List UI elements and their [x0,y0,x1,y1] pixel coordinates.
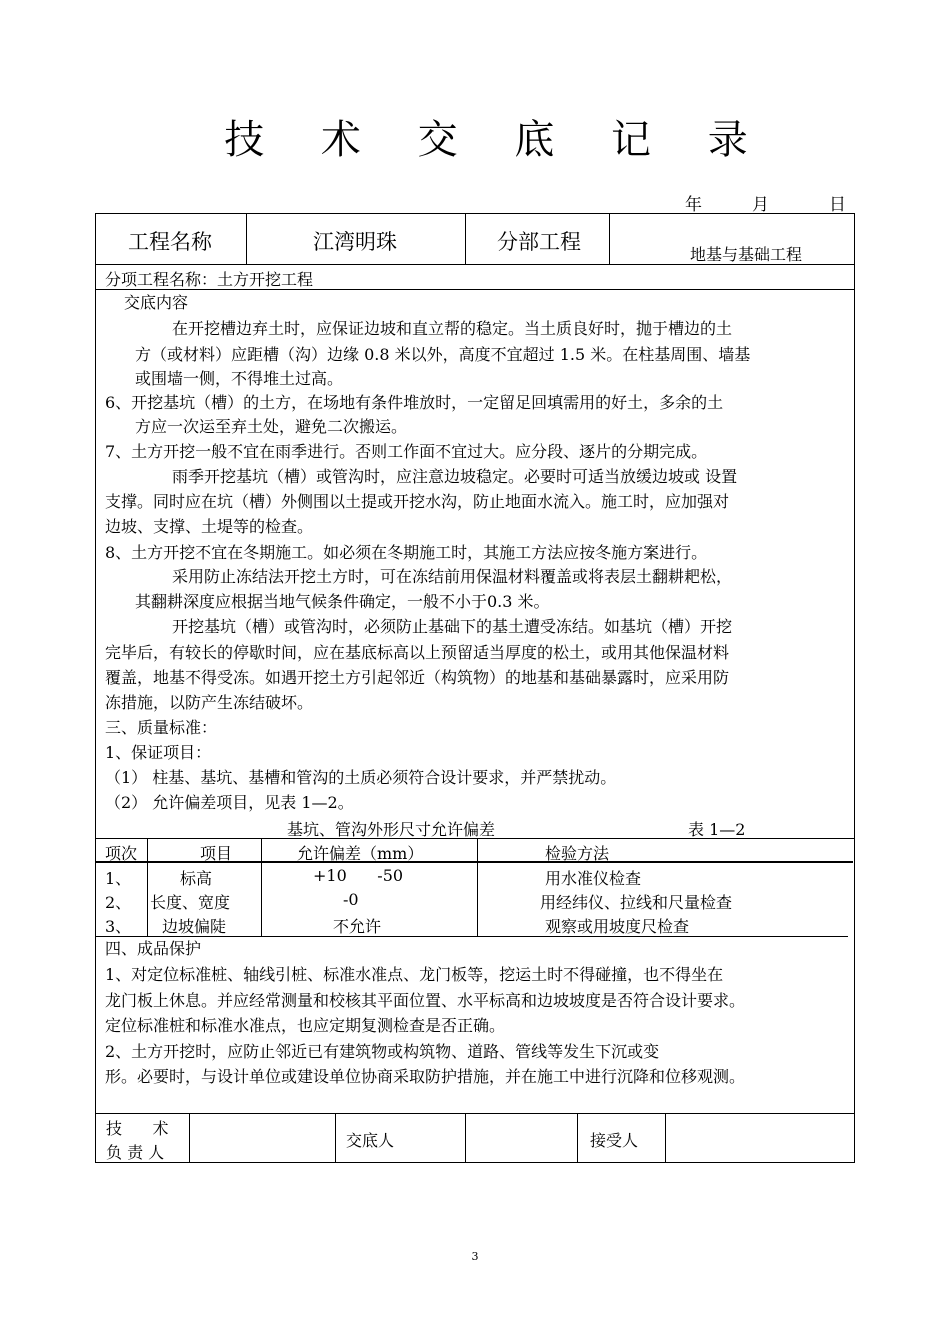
table-cell: +10 -50 [313,866,404,885]
paragraph-line: 6、开挖基坑（槽）的土方，在场地有条件堆放时，一定留足回填需用的好土，多余的土 [105,393,724,412]
table-cell: 3、 [105,917,132,936]
table-cell: 标高 [180,869,213,888]
table-col-line [261,838,262,936]
divider-line [609,213,610,264]
paragraph-line: 或围墙一侧，不得堆土过高。 [135,369,344,388]
page-title: 技 术 交 底 记 录 [224,117,770,163]
project-name-value: 江湾明珠 [313,230,397,254]
table-cell: 不允许 [333,917,382,936]
project-name-label: 工程名称 [128,230,212,254]
paragraph-line: 冻措施，以防产生冻结破坏。 [105,693,314,712]
division-label: 分部工程 [497,230,581,254]
tech-lead-label-line1: 技 术 [106,1119,169,1138]
table-col-line [147,838,148,936]
table-top-line [95,838,855,839]
tech-lead-label-line2: 负 责 人 [106,1143,165,1162]
paragraph-line: 其翻耕深度应根据当地气候条件确定，一般不小于0.3 米。 [135,592,550,611]
table-cell: 用水准仪检查 [545,869,642,888]
paragraph-line: 完毕后，有较长的停歇时间，应在基底标高以上预留适当厚度的松土，或用其他保温材料 [105,643,730,662]
paragraph-line: 开挖基坑（槽）或管沟时，必须防止基础下的基土遭受冻结。如基坑（槽）开挖 [172,617,733,636]
paragraph-line: 龙门板上休息。并应经常测量和校核其平面位置、水平标高和边坡坡度是否符合设计要求。 [105,991,746,1010]
date-year-label: 年 [685,195,702,215]
paragraph-line: 7、土方开挖一般不宜在雨季进行。否则工作面不宜过大。应分段、逐片的分期完成。 [105,442,708,461]
table-col-line [477,838,478,936]
table-header-item: 项目 [200,844,233,863]
paragraph-line: 8、土方开挖不宜在冬期施工。如必须在冬期施工时，其施工方法应按冬施方案进行。 [105,543,708,562]
table-cell: 长度、宽度 [150,893,231,912]
table-cell: 观察或用坡度尺检查 [545,917,690,936]
paragraph-line: 1、保证项目： [105,743,212,762]
signature-col-line [465,1113,466,1163]
paragraph-line: 雨季开挖基坑（槽）或管沟时，应注意边坡稳定。必要时可适当放缓边坡或 设置 [172,467,738,486]
date-month-label: 月 [752,195,769,215]
paragraph-line: 定位标准桩和标准水准点，也应定期复测检查是否正确。 [105,1016,506,1035]
handover-person-label: 交底人 [346,1131,395,1150]
table-cell: 边坡偏陡 [162,917,227,936]
receiver-label: 接受人 [590,1131,639,1150]
divider-line [465,213,466,264]
paragraph-line: 采用防止冻结法开挖土方时，可在冻结前用保温材料覆盖或将表层土翻耕耙松， [172,567,733,586]
divider-line [246,213,247,264]
section-heading: 四、成品保护 [105,939,202,958]
table-cell: 用经纬仪、拉线和尺量检查 [540,893,733,912]
content-label: 交底内容 [124,293,189,312]
paragraph-line: （1） 柱基、基坑、基槽和管沟的土质必须符合设计要求，并严禁扰动。 [105,768,617,787]
paragraph-line: 形。必要时，与设计单位或建设单位协商采取防护措施，并在施工中进行沉降和位移观测。 [105,1067,746,1086]
date-day-label: 日 [829,195,846,215]
table-cell: 2、 [105,893,132,912]
paragraph-line: 支撑。同时应在坑（槽）外侧围以土提或开挖水沟，防止地面水流入。施工时，应加强对 [105,492,730,511]
paragraph-line: 覆盖，地基不得受冻。如遇开挖土方引起邻近（构筑物）的地基和基础暴露时，应采用防 [105,668,730,687]
page-number: 3 [471,1250,479,1263]
paragraph-line: 1、对定位标准桩、轴线引桩、标准水准点、龙门板等，挖运土时不得碰撞，也不得坐在 [105,965,724,984]
subitem-name: 分项工程名称：土方开挖工程 [105,270,314,289]
signature-col-line [335,1113,336,1163]
paragraph-line: （2） 允许偏差项目，见表 1—2。 [105,793,354,812]
table-header-index: 项次 [105,844,138,863]
signature-col-line [189,1113,190,1163]
table-header-method: 检验方法 [545,844,610,863]
table-cell: 1、 [105,869,132,888]
paragraph-line: 在开挖槽边弃土时，应保证边坡和直立帮的稳定。当土质良好时，抛于槽边的土 [172,319,733,338]
table-header-tolerance: 允许偏差（mm） [297,844,424,863]
paragraph-line: 边坡、支撑、土堤等的检查。 [105,517,314,536]
table-cell: -0 [343,890,359,909]
paragraph-line: 方应一次运至弃土处，避免二次搬运。 [135,417,408,436]
signature-col-line [665,1113,666,1163]
paragraph-line: 方（或材料）应距槽（沟）边缘 0.8 米以外，高度不宜超过 1.5 米。在柱基周围、墙基 [135,345,751,364]
division-value: 地基与基础工程 [690,245,803,264]
table-caption: 基坑、管沟外形尺寸允许偏差 [287,820,496,839]
signature-row-line [95,1113,855,1114]
section-heading: 三、质量标准： [105,718,218,737]
signature-col-line [577,1113,578,1163]
table-number: 表 1—2 [688,820,746,839]
paragraph-line: 2、土方开挖时，应防止邻近已有建筑物或构筑物、道路、管线等发生下沉或变 [105,1042,660,1061]
